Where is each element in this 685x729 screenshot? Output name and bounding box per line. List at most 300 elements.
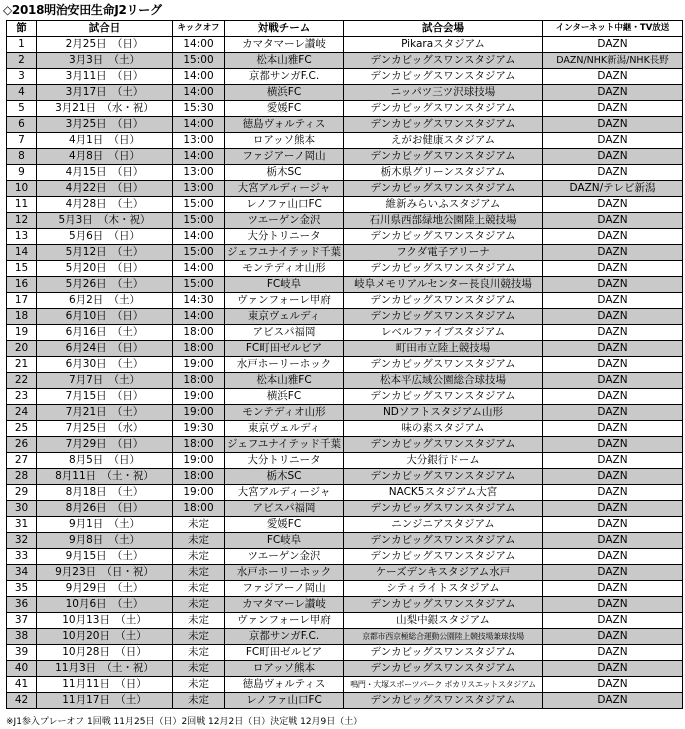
table-row bbox=[7, 533, 683, 549]
opponent-cell: モンテディオ山形 bbox=[225, 405, 344, 421]
table-row bbox=[7, 565, 683, 581]
venue-cell: デンカビッグスワンスタジアム bbox=[344, 149, 543, 165]
round-number-cell: 15 bbox=[7, 261, 37, 277]
kickoff-time-cell: 18:00 bbox=[173, 501, 225, 517]
broadcast-cell: DAZN bbox=[543, 693, 683, 709]
broadcast-cell: DAZN bbox=[543, 229, 683, 245]
broadcast-cell: DAZN bbox=[543, 501, 683, 517]
table-row bbox=[7, 213, 683, 229]
round-number-cell: 23 bbox=[7, 389, 37, 405]
kickoff-time-cell: 未定 bbox=[173, 581, 225, 597]
venue-cell: デンカビッグスワンスタジアム bbox=[344, 437, 543, 453]
kickoff-time-cell: 18:00 bbox=[173, 373, 225, 389]
opponent-cell: カマタマーレ讃岐 bbox=[225, 37, 344, 53]
table-row bbox=[7, 197, 683, 213]
match-date-cell: 8月18日 （土） bbox=[37, 485, 173, 501]
opponent-cell: 栃木SC bbox=[225, 165, 344, 181]
kickoff-time-cell: 15:00 bbox=[173, 213, 225, 229]
kickoff-time-cell: 未定 bbox=[173, 533, 225, 549]
broadcast-cell: DAZN bbox=[543, 677, 683, 693]
broadcast-cell: DAZN bbox=[543, 197, 683, 213]
kickoff-time-cell: 14:00 bbox=[173, 261, 225, 277]
table-row bbox=[7, 629, 683, 645]
match-date-cell: 3月25日 （日） bbox=[37, 117, 173, 133]
kickoff-time-cell: 14:00 bbox=[173, 149, 225, 165]
match-date-cell: 10月13日 （土） bbox=[37, 613, 173, 629]
broadcast-cell: DAZN bbox=[543, 245, 683, 261]
match-date-cell: 6月24日 （日） bbox=[37, 341, 173, 357]
opponent-cell: 徳島ヴォルティス bbox=[225, 677, 344, 693]
round-number-cell: 22 bbox=[7, 373, 37, 389]
broadcast-cell: DAZN bbox=[543, 101, 683, 117]
table-row bbox=[7, 149, 683, 165]
venue-cell: 町田市立陸上競技場 bbox=[344, 341, 543, 357]
broadcast-cell: DAZN bbox=[543, 645, 683, 661]
round-number-cell: 30 bbox=[7, 501, 37, 517]
venue-cell: 岐阜メモリアルセンター長良川競技場 bbox=[344, 277, 543, 293]
match-date-cell: 9月1日 （土） bbox=[37, 517, 173, 533]
table-row bbox=[7, 133, 683, 149]
match-date-cell: 6月16日 （土） bbox=[37, 325, 173, 341]
match-date-cell: 4月15日 （日） bbox=[37, 165, 173, 181]
opponent-cell: ファジアーノ岡山 bbox=[225, 149, 344, 165]
venue-cell: デンカビッグスワンスタジアム bbox=[344, 357, 543, 373]
opponent-cell: レノファ山口FC bbox=[225, 197, 344, 213]
opponent-cell: 横浜FC bbox=[225, 85, 344, 101]
kickoff-time-cell: 15:00 bbox=[173, 245, 225, 261]
table-row bbox=[7, 373, 683, 389]
opponent-cell: ツエーゲン金沢 bbox=[225, 549, 344, 565]
opponent-cell: 東京ヴェルディ bbox=[225, 309, 344, 325]
venue-cell: ニッパツ三ツ沢球技場 bbox=[344, 85, 543, 101]
match-date-cell: 8月5日 （日） bbox=[37, 453, 173, 469]
header-venue: 試合会場 bbox=[344, 21, 543, 37]
table-row bbox=[7, 677, 683, 693]
round-number-cell: 11 bbox=[7, 197, 37, 213]
opponent-cell: 大分トリニータ bbox=[225, 229, 344, 245]
table-row bbox=[7, 277, 683, 293]
round-number-cell: 36 bbox=[7, 597, 37, 613]
header-opponent: 対戦チーム bbox=[225, 21, 344, 37]
opponent-cell: 松本山雅FC bbox=[225, 373, 344, 389]
kickoff-time-cell: 14:30 bbox=[173, 293, 225, 309]
table-row bbox=[7, 437, 683, 453]
round-number-cell: 32 bbox=[7, 533, 37, 549]
venue-cell: NDソフトスタジアム山形 bbox=[344, 405, 543, 421]
table-row bbox=[7, 357, 683, 373]
venue-cell: デンカビッグスワンスタジアム bbox=[344, 101, 543, 117]
round-number-cell: 40 bbox=[7, 661, 37, 677]
match-date-cell: 7月29日 （日） bbox=[37, 437, 173, 453]
opponent-cell: レノファ山口FC bbox=[225, 693, 344, 709]
match-date-cell: 4月28日 （土） bbox=[37, 197, 173, 213]
kickoff-time-cell: 未定 bbox=[173, 597, 225, 613]
kickoff-time-cell: 18:00 bbox=[173, 469, 225, 485]
table-row bbox=[7, 597, 683, 613]
kickoff-time-cell: 未定 bbox=[173, 693, 225, 709]
opponent-cell: ロアッソ熊本 bbox=[225, 661, 344, 677]
opponent-cell: アビスパ福岡 bbox=[225, 325, 344, 341]
match-date-cell: 6月10日 （日） bbox=[37, 309, 173, 325]
table-row bbox=[7, 693, 683, 709]
round-number-cell: 28 bbox=[7, 469, 37, 485]
kickoff-time-cell: 15:30 bbox=[173, 101, 225, 117]
venue-cell: ケーズデンキスタジアム水戸 bbox=[344, 565, 543, 581]
opponent-cell: 愛媛FC bbox=[225, 517, 344, 533]
match-date-cell: 10月20日 （土） bbox=[37, 629, 173, 645]
kickoff-time-cell: 19:00 bbox=[173, 357, 225, 373]
table-row bbox=[7, 421, 683, 437]
kickoff-time-cell: 未定 bbox=[173, 645, 225, 661]
opponent-cell: FC岐阜 bbox=[225, 533, 344, 549]
match-date-cell: 11月11日 （日） bbox=[37, 677, 173, 693]
table-row bbox=[7, 405, 683, 421]
round-number-cell: 18 bbox=[7, 309, 37, 325]
round-number-cell: 17 bbox=[7, 293, 37, 309]
opponent-cell: ファジアーノ岡山 bbox=[225, 581, 344, 597]
venue-cell: デンカビッグスワンスタジアム bbox=[344, 309, 543, 325]
table-row bbox=[7, 101, 683, 117]
header-kickoff: キックオフ bbox=[173, 21, 225, 37]
broadcast-cell: DAZN bbox=[543, 517, 683, 533]
kickoff-time-cell: 14:00 bbox=[173, 117, 225, 133]
broadcast-cell: DAZN bbox=[543, 661, 683, 677]
opponent-cell: FC町田ゼルビア bbox=[225, 341, 344, 357]
venue-cell: 維新みらいふスタジアム bbox=[344, 197, 543, 213]
broadcast-cell: DAZN bbox=[543, 165, 683, 181]
kickoff-time-cell: 19:00 bbox=[173, 389, 225, 405]
round-number-cell: 8 bbox=[7, 149, 37, 165]
table-row bbox=[7, 229, 683, 245]
table-row bbox=[7, 85, 683, 101]
table-row bbox=[7, 485, 683, 501]
opponent-cell: 水戸ホーリーホック bbox=[225, 565, 344, 581]
match-date-cell: 5月20日 （日） bbox=[37, 261, 173, 277]
kickoff-time-cell: 18:00 bbox=[173, 437, 225, 453]
venue-cell: 京都市西京極総合運動公園陸上競技場兼球技場 bbox=[344, 629, 543, 645]
venue-cell: シティライトスタジアム bbox=[344, 581, 543, 597]
venue-cell: デンカビッグスワンスタジアム bbox=[344, 53, 543, 69]
round-number-cell: 21 bbox=[7, 357, 37, 373]
round-number-cell: 9 bbox=[7, 165, 37, 181]
venue-cell: デンカビッグスワンスタジアム bbox=[344, 469, 543, 485]
match-date-cell: 6月2日 （土） bbox=[37, 293, 173, 309]
broadcast-cell: DAZN bbox=[543, 485, 683, 501]
table-row bbox=[7, 341, 683, 357]
opponent-cell: 徳島ヴォルティス bbox=[225, 117, 344, 133]
venue-cell: デンカビッグスワンスタジアム bbox=[344, 69, 543, 85]
opponent-cell: ジェフユナイテッド千葉 bbox=[225, 245, 344, 261]
round-number-cell: 33 bbox=[7, 549, 37, 565]
venue-cell: デンカビッグスワンスタジアム bbox=[344, 693, 543, 709]
round-number-cell: 5 bbox=[7, 101, 37, 117]
match-date-cell: 9月29日 （土） bbox=[37, 581, 173, 597]
broadcast-cell: DAZN/テレビ新潟 bbox=[543, 181, 683, 197]
round-number-cell: 29 bbox=[7, 485, 37, 501]
match-date-cell: 4月22日 （日） bbox=[37, 181, 173, 197]
opponent-cell: ジェフユナイテッド千葉 bbox=[225, 437, 344, 453]
venue-cell: デンカビッグスワンスタジアム bbox=[344, 293, 543, 309]
venue-cell: デンカビッグスワンスタジアム bbox=[344, 661, 543, 677]
venue-cell: フクダ電子アリーナ bbox=[344, 245, 543, 261]
round-number-cell: 27 bbox=[7, 453, 37, 469]
round-number-cell: 35 bbox=[7, 581, 37, 597]
match-date-cell: 10月6日 （土） bbox=[37, 597, 173, 613]
table-row bbox=[7, 181, 683, 197]
header-broadcast: インターネット中継・TV放送 bbox=[543, 21, 683, 37]
opponent-cell: 水戸ホーリーホック bbox=[225, 357, 344, 373]
broadcast-cell: DAZN bbox=[543, 581, 683, 597]
table-row bbox=[7, 261, 683, 277]
match-date-cell: 3月17日 （土） bbox=[37, 85, 173, 101]
opponent-cell: FC町田ゼルビア bbox=[225, 645, 344, 661]
kickoff-time-cell: 13:00 bbox=[173, 165, 225, 181]
venue-cell: 山梨中銀スタジアム bbox=[344, 613, 543, 629]
kickoff-time-cell: 13:00 bbox=[173, 181, 225, 197]
kickoff-time-cell: 14:00 bbox=[173, 69, 225, 85]
venue-cell: Pikaraスタジアム bbox=[344, 37, 543, 53]
kickoff-time-cell: 19:00 bbox=[173, 453, 225, 469]
broadcast-cell: DAZN bbox=[543, 437, 683, 453]
round-number-cell: 24 bbox=[7, 405, 37, 421]
match-date-cell: 11月3日 （土・祝） bbox=[37, 661, 173, 677]
venue-cell: えがお健康スタジアム bbox=[344, 133, 543, 149]
broadcast-cell: DAZN bbox=[543, 213, 683, 229]
match-date-cell: 8月11日 （土・祝） bbox=[37, 469, 173, 485]
kickoff-time-cell: 未定 bbox=[173, 565, 225, 581]
round-number-cell: 2 bbox=[7, 53, 37, 69]
round-number-cell: 19 bbox=[7, 325, 37, 341]
broadcast-cell: DAZN bbox=[543, 341, 683, 357]
venue-cell: 味の素スタジアム bbox=[344, 421, 543, 437]
venue-cell: デンカビッグスワンスタジアム bbox=[344, 533, 543, 549]
broadcast-cell: DAZN bbox=[543, 325, 683, 341]
match-date-cell: 5月6日 （日） bbox=[37, 229, 173, 245]
broadcast-cell: DAZN bbox=[543, 277, 683, 293]
venue-cell: デンカビッグスワンスタジアム bbox=[344, 181, 543, 197]
venue-cell: デンカビッグスワンスタジアム bbox=[344, 117, 543, 133]
opponent-cell: 京都サンガF.C. bbox=[225, 69, 344, 85]
round-number-cell: 26 bbox=[7, 437, 37, 453]
opponent-cell: 東京ヴェルディ bbox=[225, 421, 344, 437]
venue-cell: NACK5スタジアム大宮 bbox=[344, 485, 543, 501]
match-date-cell: 10月28日 （日） bbox=[37, 645, 173, 661]
round-number-cell: 25 bbox=[7, 421, 37, 437]
match-date-cell: 4月1日 （日） bbox=[37, 133, 173, 149]
broadcast-cell: DAZN bbox=[543, 469, 683, 485]
table-row bbox=[7, 389, 683, 405]
broadcast-cell: DAZN bbox=[543, 37, 683, 53]
header-no: 節 bbox=[7, 21, 37, 37]
venue-cell: レベルファイブスタジアム bbox=[344, 325, 543, 341]
kickoff-time-cell: 未定 bbox=[173, 517, 225, 533]
kickoff-time-cell: 15:00 bbox=[173, 53, 225, 69]
venue-cell: 石川県西部緑地公園陸上競技場 bbox=[344, 213, 543, 229]
header-row bbox=[7, 21, 683, 37]
table-row bbox=[7, 613, 683, 629]
opponent-cell: ロアッソ熊本 bbox=[225, 133, 344, 149]
match-date-cell: 4月8日 （日） bbox=[37, 149, 173, 165]
venue-cell: デンカビッグスワンスタジアム bbox=[344, 549, 543, 565]
venue-cell: デンカビッグスワンスタジアム bbox=[344, 597, 543, 613]
match-date-cell: 8月26日 （日） bbox=[37, 501, 173, 517]
venue-cell: デンカビッグスワンスタジアム bbox=[344, 645, 543, 661]
kickoff-time-cell: 未定 bbox=[173, 629, 225, 645]
match-date-cell: 3月21日 （水・祝） bbox=[37, 101, 173, 117]
round-number-cell: 6 bbox=[7, 117, 37, 133]
match-date-cell: 5月12日 （土） bbox=[37, 245, 173, 261]
kickoff-time-cell: 未定 bbox=[173, 677, 225, 693]
round-number-cell: 13 bbox=[7, 229, 37, 245]
round-number-cell: 31 bbox=[7, 517, 37, 533]
table-row bbox=[7, 165, 683, 181]
table-row bbox=[7, 325, 683, 341]
broadcast-cell: DAZN bbox=[543, 549, 683, 565]
match-date-cell: 3月11日 （日） bbox=[37, 69, 173, 85]
venue-cell: 栃木県グリーンスタジアム bbox=[344, 165, 543, 181]
broadcast-cell: DAZN bbox=[543, 629, 683, 645]
round-number-cell: 37 bbox=[7, 613, 37, 629]
venue-cell: 松本平広域公園総合球技場 bbox=[344, 373, 543, 389]
table-row bbox=[7, 645, 683, 661]
opponent-cell: 松本山雅FC bbox=[225, 53, 344, 69]
table-row bbox=[7, 661, 683, 677]
match-date-cell: 3月3日 （土） bbox=[37, 53, 173, 69]
kickoff-time-cell: 14:00 bbox=[173, 309, 225, 325]
broadcast-cell: DAZN bbox=[543, 309, 683, 325]
opponent-cell: ヴァンフォーレ甲府 bbox=[225, 613, 344, 629]
table-row bbox=[7, 53, 683, 69]
venue-cell: 大分銀行ドーム bbox=[344, 453, 543, 469]
round-number-cell: 39 bbox=[7, 645, 37, 661]
opponent-cell: ヴァンフォーレ甲府 bbox=[225, 293, 344, 309]
match-date-cell: 7月7日 （土） bbox=[37, 373, 173, 389]
broadcast-cell: DAZN bbox=[543, 69, 683, 85]
match-date-cell: 7月15日 （日） bbox=[37, 389, 173, 405]
kickoff-time-cell: 未定 bbox=[173, 661, 225, 677]
opponent-cell: カマタマーレ讃岐 bbox=[225, 597, 344, 613]
table-row bbox=[7, 501, 683, 517]
match-date-cell: 7月21日 （土） bbox=[37, 405, 173, 421]
kickoff-time-cell: 19:30 bbox=[173, 421, 225, 437]
broadcast-cell: DAZN bbox=[543, 453, 683, 469]
broadcast-cell: DAZN bbox=[543, 117, 683, 133]
match-date-cell: 6月30日 （土） bbox=[37, 357, 173, 373]
footnote: ※J1参入プレーオフ 1回戦 11月25日（日）2回戦 12月2日（日）決定戦 12月9日（土） bbox=[6, 717, 363, 727]
round-number-cell: 3 bbox=[7, 69, 37, 85]
broadcast-cell: DAZN bbox=[543, 85, 683, 101]
broadcast-cell: DAZN bbox=[543, 133, 683, 149]
table-header bbox=[7, 21, 683, 37]
venue-cell: ニンジニアスタジアム bbox=[344, 517, 543, 533]
opponent-cell: 大分トリニータ bbox=[225, 453, 344, 469]
broadcast-cell: DAZN bbox=[543, 261, 683, 277]
round-number-cell: 34 bbox=[7, 565, 37, 581]
kickoff-time-cell: 14:00 bbox=[173, 85, 225, 101]
table-row bbox=[7, 453, 683, 469]
kickoff-time-cell: 19:00 bbox=[173, 405, 225, 421]
kickoff-time-cell: 13:00 bbox=[173, 133, 225, 149]
opponent-cell: 栃木SC bbox=[225, 469, 344, 485]
table-row bbox=[7, 293, 683, 309]
kickoff-time-cell: 未定 bbox=[173, 613, 225, 629]
schedule-table bbox=[6, 20, 683, 709]
broadcast-cell: DAZN bbox=[543, 597, 683, 613]
header-date: 試合日 bbox=[37, 21, 173, 37]
kickoff-time-cell: 未定 bbox=[173, 549, 225, 565]
opponent-cell: 横浜FC bbox=[225, 389, 344, 405]
table-row bbox=[7, 581, 683, 597]
broadcast-cell: DAZN bbox=[543, 421, 683, 437]
opponent-cell: 大宮アルディージャ bbox=[225, 181, 344, 197]
kickoff-time-cell: 19:00 bbox=[173, 485, 225, 501]
round-number-cell: 4 bbox=[7, 85, 37, 101]
broadcast-cell: DAZN bbox=[543, 405, 683, 421]
match-date-cell: 9月23日 （日・祝） bbox=[37, 565, 173, 581]
page-title: ◇2018明治安田生命J2リーグ bbox=[3, 3, 162, 17]
round-number-cell: 20 bbox=[7, 341, 37, 357]
table-row bbox=[7, 117, 683, 133]
round-number-cell: 12 bbox=[7, 213, 37, 229]
broadcast-cell: DAZN bbox=[543, 373, 683, 389]
opponent-cell: アビスパ福岡 bbox=[225, 501, 344, 517]
broadcast-cell: DAZN bbox=[543, 293, 683, 309]
opponent-cell: 京都サンガF.C. bbox=[225, 629, 344, 645]
kickoff-time-cell: 15:00 bbox=[173, 197, 225, 213]
match-date-cell: 9月8日 （土） bbox=[37, 533, 173, 549]
table-row bbox=[7, 309, 683, 325]
broadcast-cell: DAZN bbox=[543, 565, 683, 581]
table-row bbox=[7, 69, 683, 85]
table-row bbox=[7, 517, 683, 533]
kickoff-time-cell: 14:00 bbox=[173, 229, 225, 245]
table-row bbox=[7, 549, 683, 565]
match-date-cell: 9月15日 （土） bbox=[37, 549, 173, 565]
venue-cell: デンカビッグスワンスタジアム bbox=[344, 229, 543, 245]
broadcast-cell: DAZN bbox=[543, 357, 683, 373]
match-date-cell: 11月17日 （土） bbox=[37, 693, 173, 709]
opponent-cell: ツエーゲン金沢 bbox=[225, 213, 344, 229]
table-row bbox=[7, 469, 683, 485]
kickoff-time-cell: 18:00 bbox=[173, 325, 225, 341]
broadcast-cell: DAZN bbox=[543, 533, 683, 549]
broadcast-cell: DAZN/NHK新潟/NHK長野 bbox=[543, 53, 683, 69]
table-row bbox=[7, 37, 683, 53]
table-body bbox=[7, 37, 683, 709]
round-number-cell: 1 bbox=[7, 37, 37, 53]
opponent-cell: モンテディオ山形 bbox=[225, 261, 344, 277]
match-date-cell: 5月26日 （土） bbox=[37, 277, 173, 293]
round-number-cell: 41 bbox=[7, 677, 37, 693]
venue-cell: 鳴門・大塚スポーツパーク ポカリスエットスタジアム bbox=[344, 677, 543, 693]
kickoff-time-cell: 14:00 bbox=[173, 37, 225, 53]
venue-cell: デンカビッグスワンスタジアム bbox=[344, 501, 543, 517]
round-number-cell: 7 bbox=[7, 133, 37, 149]
kickoff-time-cell: 18:00 bbox=[173, 341, 225, 357]
round-number-cell: 38 bbox=[7, 629, 37, 645]
venue-cell: デンカビッグスワンスタジアム bbox=[344, 389, 543, 405]
match-date-cell: 2月25日 （日） bbox=[37, 37, 173, 53]
opponent-cell: 愛媛FC bbox=[225, 101, 344, 117]
round-number-cell: 14 bbox=[7, 245, 37, 261]
opponent-cell: 大宮アルディージャ bbox=[225, 485, 344, 501]
round-number-cell: 10 bbox=[7, 181, 37, 197]
broadcast-cell: DAZN bbox=[543, 613, 683, 629]
broadcast-cell: DAZN bbox=[543, 149, 683, 165]
table-row bbox=[7, 245, 683, 261]
broadcast-cell: DAZN bbox=[543, 389, 683, 405]
kickoff-time-cell: 15:00 bbox=[173, 277, 225, 293]
